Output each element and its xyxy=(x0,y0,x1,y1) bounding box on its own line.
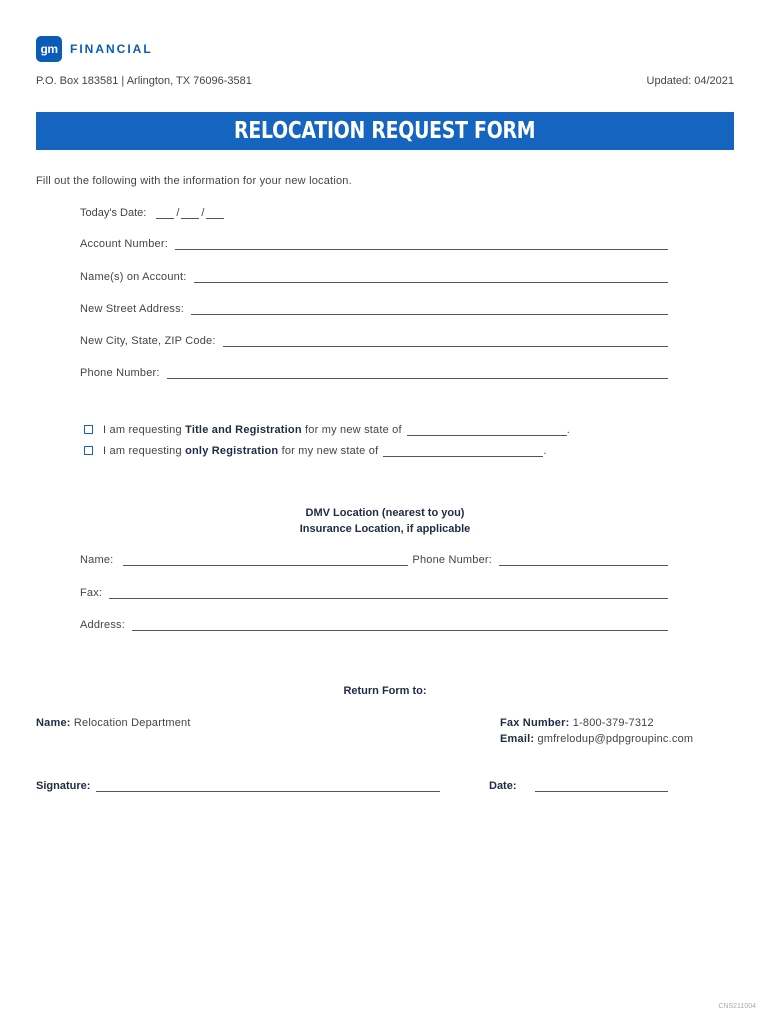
city-state-zip-field[interactable] xyxy=(80,335,668,347)
dmv-address-field[interactable] xyxy=(80,619,668,631)
title-state-blank[interactable] xyxy=(407,425,567,436)
only-registration-checkbox[interactable] xyxy=(84,446,93,455)
form-title: RELOCATION REQUEST FORM xyxy=(234,118,536,144)
mailing-address: P.O. Box 183581 | Arlington, TX 76096-3581 xyxy=(36,75,252,87)
dmv-fax-blank[interactable] xyxy=(109,588,668,599)
form-code: CNS211004 xyxy=(718,1003,756,1010)
updated-date: Updated: 04/2021 xyxy=(646,75,734,87)
dmv-phone-label: Phone Number: xyxy=(412,554,493,566)
signature-label: Signature: xyxy=(36,780,91,792)
registration-state-blank[interactable] xyxy=(383,446,543,457)
signature-field[interactable] xyxy=(36,780,440,792)
signature-date-label: Date: xyxy=(489,780,517,792)
dmv-address-label: Address: xyxy=(80,619,126,631)
account-number-label: Account Number: xyxy=(80,238,168,250)
return-email: Email: gmfrelodup@pdpgroupinc.com xyxy=(500,733,694,745)
street-address-label: New Street Address: xyxy=(80,303,185,315)
dmv-address-blank[interactable] xyxy=(132,620,668,631)
todays-date-label: Today's Date: xyxy=(80,207,147,219)
signature-date-blank[interactable] xyxy=(535,781,668,792)
return-name: Name: Relocation Department xyxy=(36,717,191,729)
gm-financial-logo xyxy=(36,36,153,62)
title-banner xyxy=(36,112,734,150)
date-month-blank[interactable] xyxy=(156,208,174,219)
phone-number-blank[interactable] xyxy=(167,368,668,379)
dmv-name-blank[interactable] xyxy=(123,555,408,566)
title-registration-option[interactable]: I am requesting Title and Registration for my new state of . xyxy=(84,424,570,436)
dmv-name-phone-row xyxy=(80,554,668,566)
todays-date-field[interactable]: Today's Date: / / xyxy=(80,207,224,219)
return-fax: Fax Number: 1-800-379-7312 xyxy=(500,717,654,729)
dmv-phone-blank[interactable] xyxy=(499,555,668,566)
signature-date-field[interactable] xyxy=(489,780,668,792)
gm-logo-icon: gm xyxy=(36,36,62,62)
account-number-blank[interactable] xyxy=(175,239,668,250)
dmv-heading: DMV Location (nearest to you) xyxy=(305,507,465,519)
names-on-account-field[interactable] xyxy=(80,271,668,283)
intro-text: Fill out the following with the information for your new location. xyxy=(36,175,352,187)
return-heading: Return Form to: xyxy=(343,685,427,697)
street-address-field[interactable] xyxy=(80,303,668,315)
dmv-name-label: Name: xyxy=(80,554,114,566)
date-day-blank[interactable] xyxy=(181,208,199,219)
city-state-zip-label: New City, State, ZIP Code: xyxy=(80,335,216,347)
account-number-field[interactable] xyxy=(80,238,668,250)
only-registration-option[interactable]: I am requesting only Registration for my new state of . xyxy=(84,445,547,457)
street-address-blank[interactable] xyxy=(191,304,668,315)
names-on-account-label: Name(s) on Account: xyxy=(80,271,187,283)
signature-blank[interactable] xyxy=(96,781,440,792)
phone-number-label: Phone Number: xyxy=(80,367,160,379)
dmv-fax-field[interactable] xyxy=(80,587,668,599)
title-registration-checkbox[interactable] xyxy=(84,425,93,434)
city-state-zip-blank[interactable] xyxy=(223,336,668,347)
insurance-heading: Insurance Location, if applicable xyxy=(299,523,471,535)
date-year-blank[interactable] xyxy=(206,208,224,219)
names-on-account-blank[interactable] xyxy=(194,272,668,283)
phone-number-field[interactable] xyxy=(80,367,668,379)
dmv-fax-label: Fax: xyxy=(80,587,103,599)
logo-wordmark: FINANCIAL xyxy=(70,42,153,56)
